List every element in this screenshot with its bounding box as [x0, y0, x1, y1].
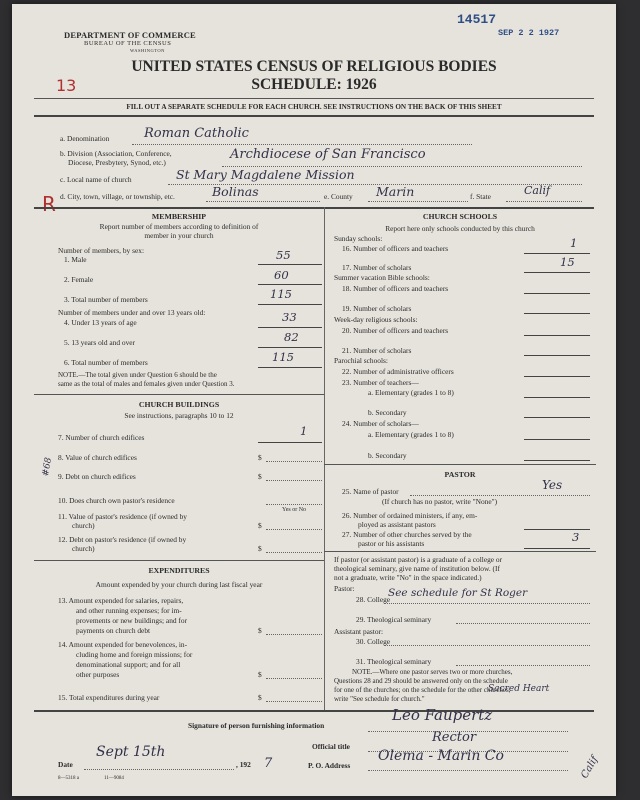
sunday-officers-label: 16. Number of officers and teachers — [342, 244, 449, 253]
teachers-elementary-label: a. Elementary (grades 1 to 8) — [368, 388, 454, 397]
residence-debt-label: 12. Debt on pastor's residence (if owned by — [58, 535, 187, 544]
expense-13-line3: provements or new buildings; and for — [76, 616, 188, 625]
male-value[interactable]: 55 — [276, 248, 291, 262]
form-title: UNITED STATES CENSUS OF RELIGIOUS BODIES — [131, 58, 497, 75]
pastor-subheading: Pastor: — [334, 584, 355, 593]
female-label: 2. Female — [64, 275, 94, 284]
residence-value-label: 11. Value of pastor's residence (if owned by — [58, 512, 187, 521]
sunday-schools-label: Sunday schools: — [334, 234, 383, 243]
department-name: DEPARTMENT OF COMMERCE — [64, 30, 196, 40]
teachers-secondary-label: b. Secondary — [368, 408, 407, 417]
expense-13-dollar: $ — [258, 626, 262, 635]
pastor-note-2: Questions 28 and 29 should be answered only on the schedule — [334, 677, 508, 685]
edifices-label: 7. Number of church edifices — [58, 433, 145, 442]
parochial-scholars-label: 24. Number of scholars— — [342, 419, 419, 428]
city-label: d. City, town, village, or township, etc. — [60, 192, 175, 201]
residence-debt-dollar: $ — [258, 544, 262, 553]
assistant-college-label: 30. College — [356, 637, 391, 646]
bureau-location: WASHINGTON — [130, 48, 165, 53]
over-13-label: 5. 13 years old and over — [64, 338, 136, 347]
edifice-value-label: 8. Value of church edifices — [58, 453, 137, 462]
pastor-note: NOTE.—Where one pastor serves two or more churches, — [352, 668, 513, 676]
signature-label: Signature of person furnishing information — [188, 721, 325, 730]
pastor-college-label: 28. College — [356, 595, 391, 604]
membership-note-2: same as the total of males and females given under Question 3. — [58, 380, 235, 388]
sunday-scholars-label: 17. Number of scholars — [342, 263, 412, 272]
bureau-name: BUREAU OF THE CENSUS — [84, 40, 172, 47]
expense-13-line2: and other running expenses; for im- — [76, 606, 182, 615]
yes-or-no-hint: Yes or No — [282, 507, 307, 513]
denomination-value[interactable]: Roman Catholic — [144, 126, 249, 141]
official-title-value[interactable]: Rector — [432, 730, 477, 745]
pastor-residence-label: 10. Does church own pastor's residence — [58, 496, 175, 505]
form-print-code: 11—9084 — [104, 776, 124, 781]
date-year-handwritten[interactable]: 7 — [264, 756, 273, 771]
pastor-heading: PASTOR — [444, 470, 476, 479]
graduate-instruction: If pastor (or assistant pastor) is a graduate of a college or — [334, 555, 503, 564]
expenditures-heading: EXPENDITURES — [148, 566, 210, 575]
pastor-seminary-label: 29. Theological seminary — [356, 615, 432, 624]
pastor-note-4: write "See schedule for church." — [334, 695, 425, 703]
total-expenditures-dollar: $ — [258, 693, 262, 702]
residence-debt-label-2: church) — [72, 544, 95, 553]
admin-officers-label: 22. Number of administrative officers — [342, 367, 454, 376]
form-number-stamp: 14517 — [457, 12, 497, 27]
state-label: f. State — [470, 192, 491, 201]
church-schools-heading: CHURCH SCHOOLS — [422, 212, 498, 221]
edifice-debt-dollar: $ — [258, 472, 262, 481]
parochial-schools-label: Parochial schools: — [334, 356, 388, 365]
official-title-label: Official title — [312, 742, 350, 751]
age-group-label: Number of members under and over 13 years old: — [58, 308, 206, 317]
expense-14-line1: 14. Amount expended for benevolences, in- — [58, 640, 188, 649]
sunday-officers-value[interactable]: 1 — [570, 236, 578, 250]
assistant-seminary-label: 31. Theological seminary — [356, 657, 432, 666]
weekday-schools-label: Week-day religious schools: — [334, 315, 418, 324]
pastor-note-handwriting: Sacred Heart — [488, 684, 550, 694]
schools-instruction: Report here only schools conducted by this church — [385, 224, 535, 233]
expense-14-line4: other purposes — [76, 670, 120, 679]
county-label: e. County — [324, 192, 353, 201]
edifice-debt-label: 9. Debt on church edifices — [58, 472, 136, 481]
residence-value-dollar: $ — [258, 521, 262, 530]
total-members-6-value[interactable]: 115 — [272, 350, 294, 364]
date-label: Date — [58, 760, 73, 769]
pastor-note-3: for one of the churches; on the schedule for the other churches, — [334, 686, 511, 694]
expense-13-line4: payments on church debt — [76, 626, 151, 635]
edifice-value-dollar: $ — [258, 453, 262, 462]
city-value[interactable]: Bolinas — [212, 184, 259, 199]
under-13-value[interactable]: 33 — [282, 310, 297, 324]
division-value[interactable]: Archdiocese of San Francisco — [230, 147, 426, 162]
pastor-name-hint: (If church has no pastor, write "None") — [382, 497, 498, 506]
form-schedule: SCHEDULE: 1926 — [251, 76, 377, 93]
expense-14-line3: denominational support; and for all — [76, 660, 181, 669]
date-year-printed: , 192 — [236, 760, 251, 769]
graduate-instruction-3: not a graduate, write "No" in the space indicated.) — [334, 573, 482, 582]
scholars-elementary-label: a. Elementary (grades 1 to 8) — [368, 430, 454, 439]
pastor-college-value[interactable]: See schedule for St Roger — [388, 587, 528, 599]
expense-14-line2: cluding home and foreign missions; for — [76, 650, 193, 659]
total-members-6-label: 6. Total number of members — [64, 358, 148, 367]
po-address-state[interactable]: Calif — [579, 754, 601, 781]
weekday-scholars-label: 21. Number of scholars — [342, 346, 412, 355]
church-buildings-heading: CHURCH BUILDINGS — [138, 400, 220, 409]
scholars-secondary-label: b. Secondary — [368, 451, 407, 460]
handwritten-mark-r: R — [42, 192, 56, 216]
expenditures-instruction: Amount expended by your church during last fiscal year — [95, 580, 263, 589]
total-expenditures-label: 15. Total expenditures during year — [58, 693, 160, 702]
membership-heading: MEMBERSHIP — [151, 212, 207, 221]
vacation-schools-label: Summer vacation Bible schools: — [334, 273, 430, 282]
other-churches-label-2: pastor or his assistants — [358, 539, 425, 548]
membership-instruction: Report number of members according to definition of — [99, 222, 259, 231]
female-value[interactable]: 60 — [274, 268, 289, 282]
residence-value-label-2: church) — [72, 521, 95, 530]
expense-14-dollar: $ — [258, 670, 262, 679]
assistant-pastor-subheading: Assistant pastor: — [334, 627, 384, 636]
local-name-label: c. Local name of church — [60, 175, 132, 184]
po-address-label: P. O. Address — [308, 761, 351, 770]
teachers-label: 23. Number of teachers— — [342, 378, 419, 387]
form-code: 8—5318 a — [58, 776, 79, 781]
ordained-ministers-label: 26. Number of ordained ministers, if any, em- — [342, 511, 478, 520]
members-by-sex-label: Number of members, by sex: — [58, 246, 144, 255]
male-label: 1. Male — [64, 255, 87, 264]
sunday-scholars-value[interactable]: 15 — [560, 255, 575, 269]
expense-13-line1: 13. Amount expended for salaries, repairs, — [58, 596, 184, 605]
membership-instruction-2: member in your church — [144, 231, 214, 240]
vacation-scholars-label: 19. Number of scholars — [342, 304, 412, 313]
pastor-name-value[interactable]: Yes — [542, 478, 563, 492]
handwritten-mark-13: 13 — [56, 76, 77, 95]
date-value[interactable]: Sept 15th — [96, 744, 166, 760]
buildings-instruction: See instructions, paragraphs 10 to 12 — [124, 411, 234, 420]
under-13-label: 4. Under 13 years of age — [64, 318, 137, 327]
division-label-2: Diocese, Presbytery, Synod, etc.) — [68, 158, 166, 167]
vacation-officers-label: 18. Number of officers and teachers — [342, 284, 449, 293]
other-churches-value[interactable]: 3 — [572, 530, 580, 544]
local-name-value[interactable]: St Mary Magdalene Mission — [176, 167, 355, 182]
census-schedule-form — [12, 4, 616, 796]
denomination-label: a. Denomination — [60, 134, 110, 143]
total-members-value[interactable]: 115 — [270, 287, 292, 301]
received-date-stamp: SEP 2 2 1927 — [498, 28, 560, 38]
weekday-officers-label: 20. Number of officers and teachers — [342, 326, 449, 335]
pastor-name-label: 25. Name of pastor — [342, 487, 399, 496]
total-members-label: 3. Total number of members — [64, 295, 148, 304]
over-13-value[interactable]: 82 — [284, 330, 299, 344]
po-address-value[interactable]: Olema - Marin Co — [378, 748, 504, 764]
membership-note: NOTE.—The total given under Question 6 should be the — [58, 371, 217, 379]
ordained-ministers-label-2: ployed as assistant pastors — [358, 520, 436, 529]
graduate-instruction-2: theological seminary, give name of institution below. (If — [334, 564, 500, 573]
edifices-value[interactable]: 1 — [300, 424, 308, 438]
state-value[interactable]: Calif — [524, 184, 551, 197]
county-value[interactable]: Marin — [376, 184, 415, 199]
instruction-line: FILL OUT A SEPARATE SCHEDULE FOR EACH CHURCH. SEE INSTRUCTIONS ON THE BACK OF THIS SHEET — [126, 103, 502, 111]
other-churches-label: 27. Number of other churches served by the — [342, 530, 472, 539]
signature-value[interactable]: Leo Faupertz — [392, 706, 493, 724]
margin-note-68: #68 — [40, 456, 55, 478]
division-label: b. Division (Association, Conference, — [60, 149, 172, 158]
